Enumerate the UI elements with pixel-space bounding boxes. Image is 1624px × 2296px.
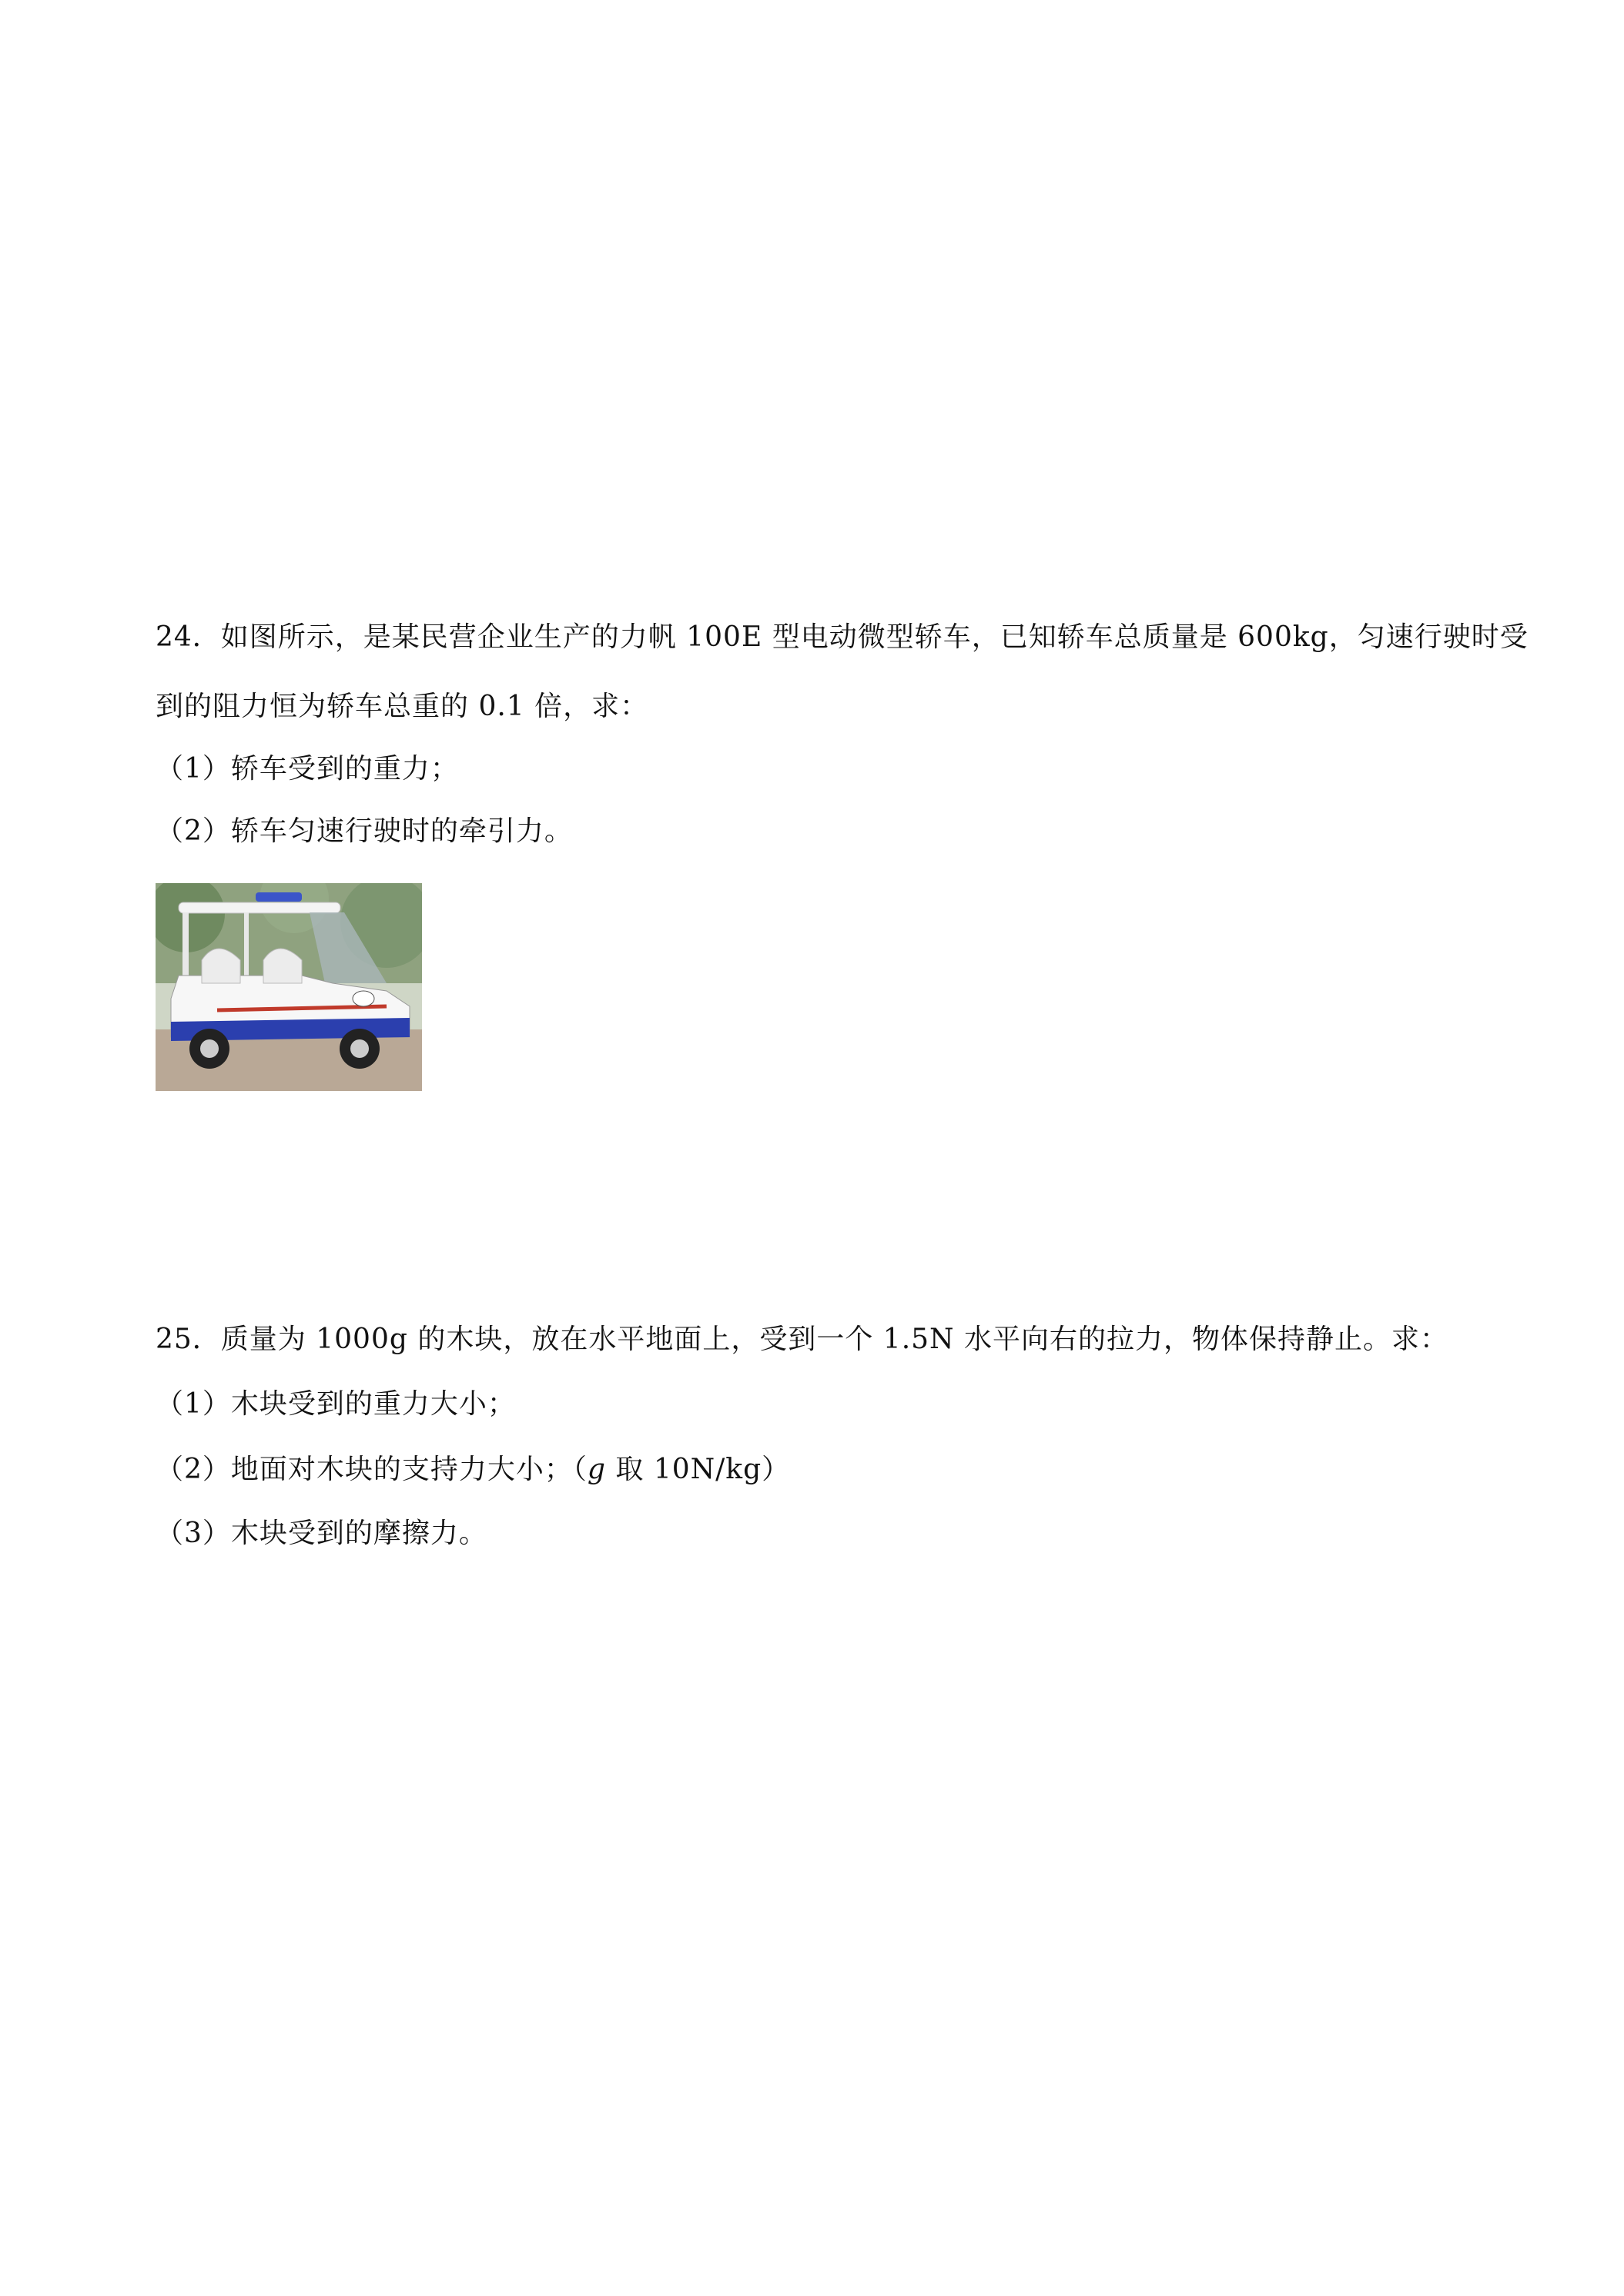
q25-part-2-prefix: （2）地面对木块的支持力大小；（ <box>156 1454 588 1485</box>
q25-part-1: （1）木块受到的重力大小； <box>156 1388 516 1420</box>
q25-part-3: （3）木块受到的摩擦力。 <box>156 1518 487 1549</box>
q25-part-2-g-symbol: g <box>587 1454 606 1485</box>
q24-line-1: 24．如图所示，是某民营企业生产的力帆 100E 型电动微型轿车，已知轿车总质量是 600kg，匀速行驶时受 <box>156 621 1529 653</box>
q24-part-1: （1）轿车受到的重力； <box>156 753 459 785</box>
q25-part-2-suffix: 取 10N/kg） <box>605 1454 791 1485</box>
electric-car-illustration <box>156 883 422 1091</box>
q25-line-1: 25．质量为 1000g 的木块，放在水平地面上，受到一个 1.5N 水平向右的拉力，物体保持静止。求： <box>156 1324 1448 1355</box>
q25-part-2 <box>156 1453 790 1487</box>
q24-part-2: （2）轿车匀速行驶时的牵引力。 <box>156 815 573 847</box>
q24-line-2: 到的阻力恒为轿车总重的 0.1 倍，求： <box>156 691 649 722</box>
electric-car-photo <box>156 883 422 1091</box>
